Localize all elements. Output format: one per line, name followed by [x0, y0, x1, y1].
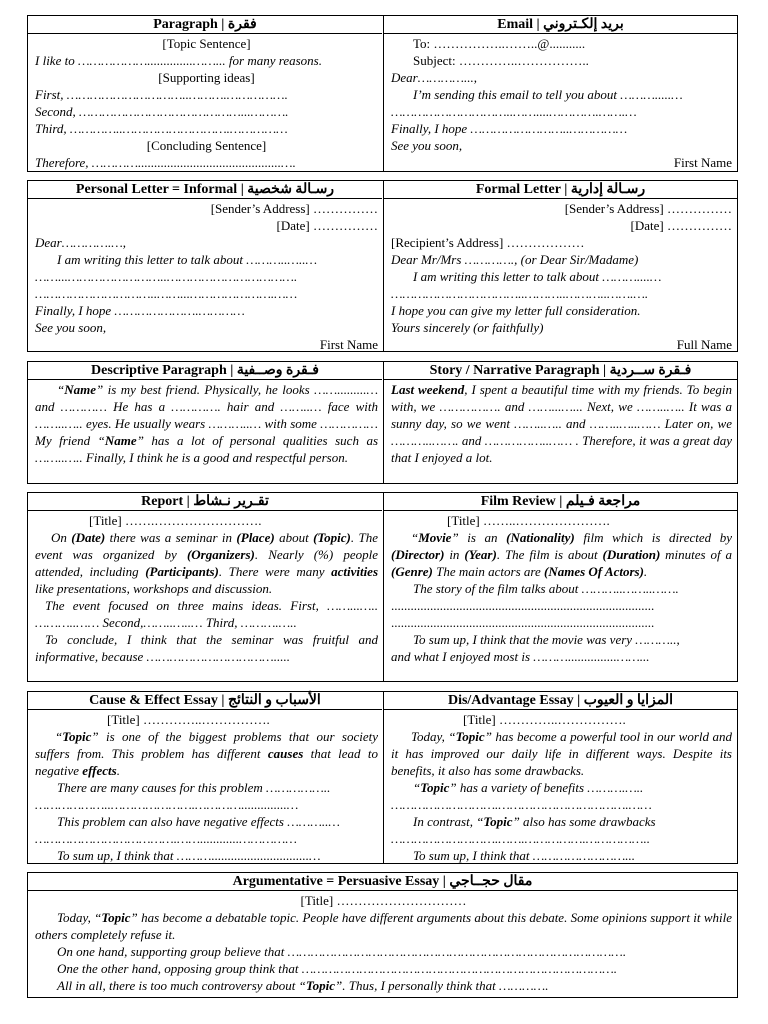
report-conclude-text: To conclude, I think that the seminar was fruitful and informative, because ……………………………..... — [35, 632, 378, 664]
personal-first-name: First Name — [319, 337, 378, 352]
descriptive-text-part2: has a lot of personal qualities such as ……..….. Finally, I think he is a good and respectful person. — [35, 433, 379, 465]
formal-letter-title: Formal Letter | رسـالة إدارية — [384, 181, 737, 199]
third-line: Third, …………..……………………….…………… — [35, 121, 288, 136]
date-placeholder: (Date) — [71, 530, 106, 545]
paragraph-email-panel — [27, 15, 738, 172]
topic-placeholder-3: Topic — [483, 814, 513, 829]
cause-many-line: There are many causes for this problem …………….. — [57, 780, 331, 795]
topic-placeholder-2: Topic — [420, 780, 450, 795]
therefore-line: Therefore, …………............................................…. — [35, 155, 296, 170]
email-subject-line: Subject: …………..…………….. — [413, 53, 589, 68]
descriptive-story-panel — [27, 361, 738, 484]
topic-placeholder-2: Topic — [305, 978, 336, 993]
formal-letter-template — [384, 199, 737, 351]
topic-placeholder: (Topic) — [313, 530, 351, 545]
report-title: Report | تقـرير نـشاط — [28, 493, 382, 511]
report-title-field: [Title] …….……………………. — [89, 513, 262, 528]
personal-see-you-line: See you soon, — [35, 320, 107, 335]
dis-title: Dis/Advantage Essay | المزايا و العيوب — [384, 692, 737, 710]
film-text: “Movie” is an (Nationality) film which is directed by (Director) in (Year). The film is about (Duration) minutes of a (Genre) The main actors are (Names Of Actors). — [391, 530, 733, 579]
topic-placeholder: Topic — [455, 729, 485, 744]
report-film-panel — [27, 492, 738, 682]
email-to-line: To: ……………..……..@........... — [413, 36, 586, 51]
dis-text: Today, “Topic” has become a powerful tool in our world and it has improved our daily life in different ways. Despite its benefits, it also has some drawbacks. — [391, 729, 732, 778]
film-template — [384, 511, 737, 681]
dis-variety-line: “Topic” has a variety of benefits ……….….. — [413, 780, 644, 795]
formal-recipient-line: [Recipient’s Address] ……………… — [391, 235, 585, 250]
personal-dots-line-2: …………………………..……...………………….…… — [35, 286, 298, 301]
paragraph-title: Paragraph | فقرة — [28, 16, 382, 34]
name-placeholder-2: Name — [104, 433, 137, 448]
first-line: First, …………………………..……….……………. — [35, 87, 288, 102]
cause-text: “Topic” is one of the biggest problems that our society suffers from. This problem has different causes that lead to negative effects. — [35, 729, 379, 778]
effects-placeholder: effects — [82, 763, 117, 778]
cause-dis-panel — [27, 691, 738, 864]
personal-writing-line: I am writing this letter to talk about ………..…..… — [57, 252, 318, 267]
email-sending-line: I’m sending this email to tell you about ……….....… — [413, 87, 683, 102]
other-hand-line: One the other hand, opposing group think that ………………………………………………………………………. — [57, 961, 618, 976]
personal-dear-line: Dear………….…, — [35, 235, 127, 250]
formal-sender-line: [Sender’s Address] …………… — [564, 201, 732, 216]
cause-dots-line-1: ………………..………………….…………..............… — [35, 797, 299, 812]
formal-writing-line: I am writing this letter to talk about ………....… — [413, 269, 662, 284]
participants-placeholder: (Participants) — [145, 564, 219, 579]
like-line: I like to ………………..............……... for many reasons. — [35, 53, 322, 68]
formal-dear-line: Dear Mr/Mrs …………., (or Dear Sir/Madame) — [391, 252, 639, 267]
film-enjoyed-line: and what I enjoyed most is ………...............……... — [391, 649, 650, 664]
movie-placeholder: Movie — [418, 530, 452, 545]
film-dots-line-2: ................................................................................. — [391, 615, 655, 630]
dis-template — [384, 710, 737, 863]
cause-title: Cause & Effect Essay | الأسباب و النتائج — [28, 692, 382, 710]
email-finally-line: Finally, I hope ……………………..…………… — [391, 121, 628, 136]
cause-sum-line: To sum up, I think that ………..............................… — [57, 848, 321, 863]
report-template — [28, 511, 383, 681]
activities-placeholder: activities — [331, 564, 379, 579]
actors-placeholder: (Names Of Actors) — [544, 564, 644, 579]
name-placeholder: Name — [64, 382, 97, 397]
formal-full-name: Full Name — [676, 337, 732, 352]
argumentative-title: Argumentative = Persuasive Essay | مقال حجــاجي — [28, 873, 737, 891]
paragraph-template — [28, 34, 383, 171]
film-title-field: [Title] ……..…………………. — [447, 513, 610, 528]
organizers-placeholder: (Organizers) — [186, 547, 255, 562]
topic-placeholder: Topic — [62, 729, 92, 744]
email-template — [384, 34, 737, 171]
letters-panel — [27, 180, 738, 352]
nationality-placeholder: (Nationality) — [506, 530, 575, 545]
formal-dots-line: ……………………………..………..………..…….…. — [391, 286, 649, 301]
argumentative-title-field: [Title] ………………………… — [300, 893, 467, 908]
all-in-all-line: All in all, there is too much controversy about “Topic”. Thus, I personally think that …………. — [57, 978, 549, 993]
dis-contrast-line: In contrast, “Topic” also has some drawbacks — [413, 814, 656, 829]
one-hand-line: On one hand, supporting group believe that ……………………………………………………………………………. — [57, 944, 627, 959]
causes-placeholder: causes — [267, 746, 304, 761]
argumentative-panel — [27, 872, 738, 998]
place-placeholder: (Place) — [236, 530, 275, 545]
email-see-you-line: See you soon, — [391, 138, 463, 153]
report-text: On (Date) there was a seminar in (Place) about (Topic). The event was organized by (Organizers). Nearly (%) people attended, including (Participants). There were many activities like presentations, workshops and discussion. — [35, 530, 379, 596]
dis-sum-line: To sum up, I think that ……………………... — [413, 848, 636, 863]
formal-date-line: [Date] …………… — [630, 218, 732, 233]
cause-dots-line-2: ……………………………….……............…………… — [35, 831, 297, 846]
story-text — [391, 381, 732, 466]
descriptive-title: Descriptive Paragraph | فـقرة وصــفية — [28, 362, 382, 380]
email-dots-line: …………………………..……....………….…….… — [391, 104, 637, 119]
personal-letter-title: Personal Letter = Informal | رسـالة شخصية — [28, 181, 382, 199]
topic-sentence-label: [Topic Sentence] — [162, 36, 251, 51]
film-dots-line-1: ................................................................................. — [391, 598, 655, 613]
formal-hope-line: I hope you can give my letter full consideration. — [391, 303, 641, 318]
descriptive-text-part1: is my best friend. Physically, he looks …….........… and ………… He has a …………. hair and ……..… face with ……..….. eyes. He usually wears ………..… with some …………… My friend — [35, 382, 378, 448]
director-placeholder: (Director) — [391, 547, 445, 562]
dis-dots-line-1: ……………………….…………………………….…… — [391, 797, 652, 812]
cause-negative-line: This problem can also have negative effects ………..… — [57, 814, 340, 829]
story-title: Story / Narrative Paragraph | فـقرة ســردية — [384, 362, 737, 380]
second-line: Second, ……………………………………...………. — [35, 104, 289, 119]
year-placeholder: (Year) — [464, 547, 497, 562]
personal-dots-line-1: ……...……………………..……………………………. — [35, 269, 298, 284]
email-first-name: First Name — [673, 155, 732, 170]
story-text-body: , I spent a beautiful time with my friends. To begin with, we ……………. and ……...…... Next, we ……..….. It was a sunny day, so we went ……..….. and ……..…..…… Later on, we ………..……. and ……………..…… . Therefore, it was a great day that I enjoyed a lot. — [391, 382, 733, 465]
film-title: Film Review | مراجعة فـيلم — [384, 493, 737, 511]
supporting-ideas-label: [Supporting ideas] — [158, 70, 255, 85]
descriptive-text: “Name” is my best friend. Physically, he looks …….........… and ………… He has a …………. hair and ……..… face with ……..….. eyes. He usually wears ………..… with some …………… My friend “Name” has a lot of personal qualities such as ……..….. Finally, I think he is a good and respectful person. — [35, 382, 379, 465]
concluding-sentence-label: [Concluding Sentence] — [146, 138, 267, 153]
story-template — [384, 380, 737, 483]
dis-title-field: [Title] …………..……………. — [463, 712, 626, 727]
personal-letter-template — [28, 199, 383, 351]
dis-dots-line-2: ……………………….…….…………….…………….. — [391, 831, 650, 846]
formal-yours-line: Yours sincerely (or faithfully) — [391, 320, 544, 335]
duration-placeholder: (Duration) — [602, 547, 661, 562]
argumentative-template — [28, 891, 737, 997]
film-story-line: The story of the film talks about ………..……..……. — [413, 581, 679, 596]
personal-sender-line: [Sender’s Address] …………… — [210, 201, 378, 216]
email-title: Email | بريد إلكـتروني — [384, 16, 737, 34]
personal-finally-line: Finally, I hope ………………….………… — [35, 303, 245, 318]
film-sum-line: To sum up, I think that the movie was very ……….., — [413, 632, 680, 647]
genre-placeholder: (Genre) — [391, 564, 433, 579]
cause-title-field: [Title] …………..……………. — [107, 712, 270, 727]
topic-placeholder: Topic — [101, 910, 131, 925]
argumentative-text: Today, “Topic” has become a debatable topic. People have different arguments about this debate. Some opinions support it while others completely refuse it. — [35, 910, 733, 942]
descriptive-template — [28, 380, 383, 483]
personal-date-line: [Date] …………… — [276, 218, 378, 233]
report-focus-text: The event focused on three mains ideas. First, ……...….. ………..…… Second,……..…..… Third, ……….….. — [35, 598, 378, 630]
cause-template — [28, 710, 383, 863]
last-weekend-text: Last weekend — [391, 382, 465, 397]
email-dear-line: Dear…………..., — [391, 70, 477, 85]
